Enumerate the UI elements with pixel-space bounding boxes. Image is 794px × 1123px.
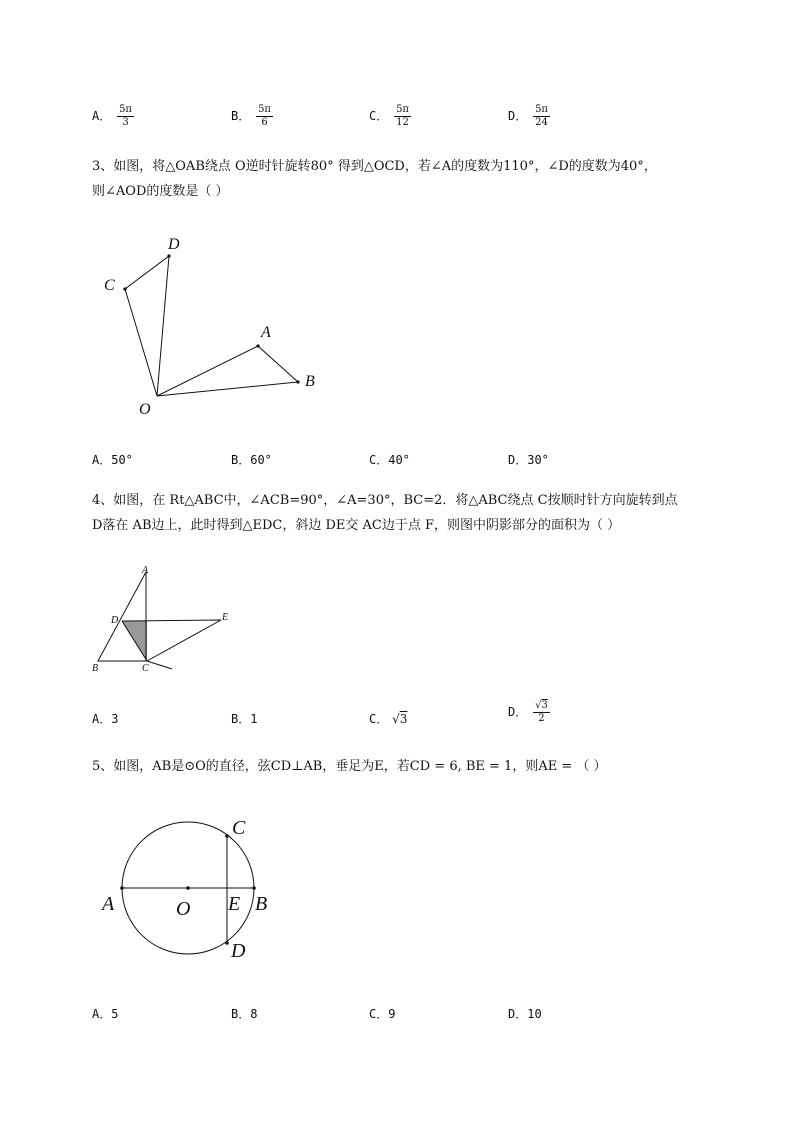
q2-option-d-fraction <box>533 104 550 129</box>
q4-option-d-numerator: √3 <box>535 700 548 711</box>
q4-option-d-radicand: 3 <box>541 700 548 711</box>
q2-option-c <box>369 104 411 129</box>
q3-triangle-oab <box>157 346 298 396</box>
q2-option-c-fraction <box>394 104 411 129</box>
q3-label-a: A <box>261 324 271 341</box>
q3-point-b <box>296 380 299 383</box>
q2-option-a-fraction <box>117 104 134 129</box>
q4-option-d-denominator: 2 <box>538 713 545 724</box>
q3-rotation-figure <box>92 228 332 428</box>
q3-question-line-2: 则∠AOD的度数是（ ） <box>92 184 229 199</box>
q5-option-c: C．9 <box>369 1007 396 1021</box>
q2-option-d-numerator: 5π <box>535 104 548 115</box>
q3-label-c: C <box>104 277 115 294</box>
q2-option-c-denominator: 12 <box>396 117 409 128</box>
q2-option-a <box>92 104 134 129</box>
q2-option-a-letter: A． <box>92 109 112 123</box>
q2-option-b-letter: B． <box>231 109 251 123</box>
q5-option-d: D．10 <box>508 1007 542 1021</box>
q5-point-c <box>225 834 229 838</box>
q5-label-b: B <box>255 893 268 915</box>
q3-option-b: B．60° <box>231 453 272 467</box>
q4-option-c-radicand: 3 <box>399 712 408 726</box>
q5-point-a <box>120 886 124 890</box>
q4-option-d <box>508 700 550 725</box>
q4-option-c <box>369 711 407 727</box>
q4-option-d-fraction <box>533 700 550 725</box>
q5-question-line-1: 5、如图，AB是⊙O的直径，弦CD⊥AB，垂足为E，若CD = 6, BE = 1，则AE = （ ） <box>92 759 607 774</box>
q5-label-c: C <box>232 817 246 839</box>
q2-option-a-denominator: 3 <box>122 117 129 128</box>
q5-label-a: A <box>102 893 115 915</box>
q4-option-a: A．3 <box>92 712 119 726</box>
q4-rotation-figure <box>90 562 250 680</box>
q3-point-c <box>123 287 126 290</box>
q4-question-line-1: 4、如图，在 Rt△ABC中，∠ACB=90°，∠A=30°，BC=2．将△ABC绕点 C按顺时针方向旋转到点 <box>92 493 678 508</box>
q3-triangle-ocd <box>125 256 169 396</box>
q3-option-c: C．40° <box>369 453 410 467</box>
q4-option-c-letter: C． <box>369 712 389 726</box>
q4-option-c-sqrt: √3 <box>392 712 408 726</box>
q2-option-c-letter: C． <box>369 109 389 123</box>
q5-label-o: O <box>176 898 191 920</box>
q5-option-a: A．5 <box>92 1007 119 1021</box>
q3-question-line-1: 3、如图，将△OAB绕点 O逆时针旋转80° 得到△OCD，若∠A的度数为110°，∠D的度数为40°， <box>92 159 657 174</box>
q2-option-b-numerator: 5π <box>258 104 271 115</box>
q4-question-line-2: D落在 AB边上，此时得到△EDC，斜边 DE交 AC边于点 F，则图中阴影部分的面积为（ ） <box>92 518 621 533</box>
q4-label-c: C <box>142 663 149 674</box>
q2-option-d-denominator: 24 <box>535 117 548 128</box>
q3-point-d <box>167 254 170 257</box>
q4-label-b: B <box>92 663 99 674</box>
q2-option-a-numerator: 5π <box>119 104 132 115</box>
q2-option-b <box>231 104 273 129</box>
q3-label-d: D <box>168 236 180 253</box>
q4-label-a: A <box>142 565 149 576</box>
q4-option-d-letter: D． <box>508 705 528 719</box>
q4-option-b: B．1 <box>231 712 258 726</box>
q3-label-o: O <box>139 401 151 418</box>
q3-point-a <box>256 344 259 347</box>
q2-option-c-numerator: 5π <box>396 104 409 115</box>
q5-point-d <box>225 941 229 945</box>
q3-option-a: A．50° <box>92 453 133 467</box>
q5-label-e: E <box>228 893 241 915</box>
q5-circle-figure <box>96 812 286 970</box>
q4-extension-line <box>147 661 172 669</box>
q5-option-b: B．8 <box>231 1007 258 1021</box>
q3-label-b: B <box>305 373 315 390</box>
q4-label-d: D <box>111 615 119 626</box>
q2-option-d-letter: D． <box>508 109 528 123</box>
q2-option-b-denominator: 6 <box>261 117 268 128</box>
q4-label-e: E <box>222 612 229 623</box>
q3-option-d: D．30° <box>508 453 549 467</box>
q5-label-d: D <box>231 940 246 962</box>
q2-option-d <box>508 104 550 129</box>
q5-point-o <box>186 886 190 890</box>
q5-point-b <box>252 886 256 890</box>
q2-option-b-fraction <box>256 104 273 129</box>
